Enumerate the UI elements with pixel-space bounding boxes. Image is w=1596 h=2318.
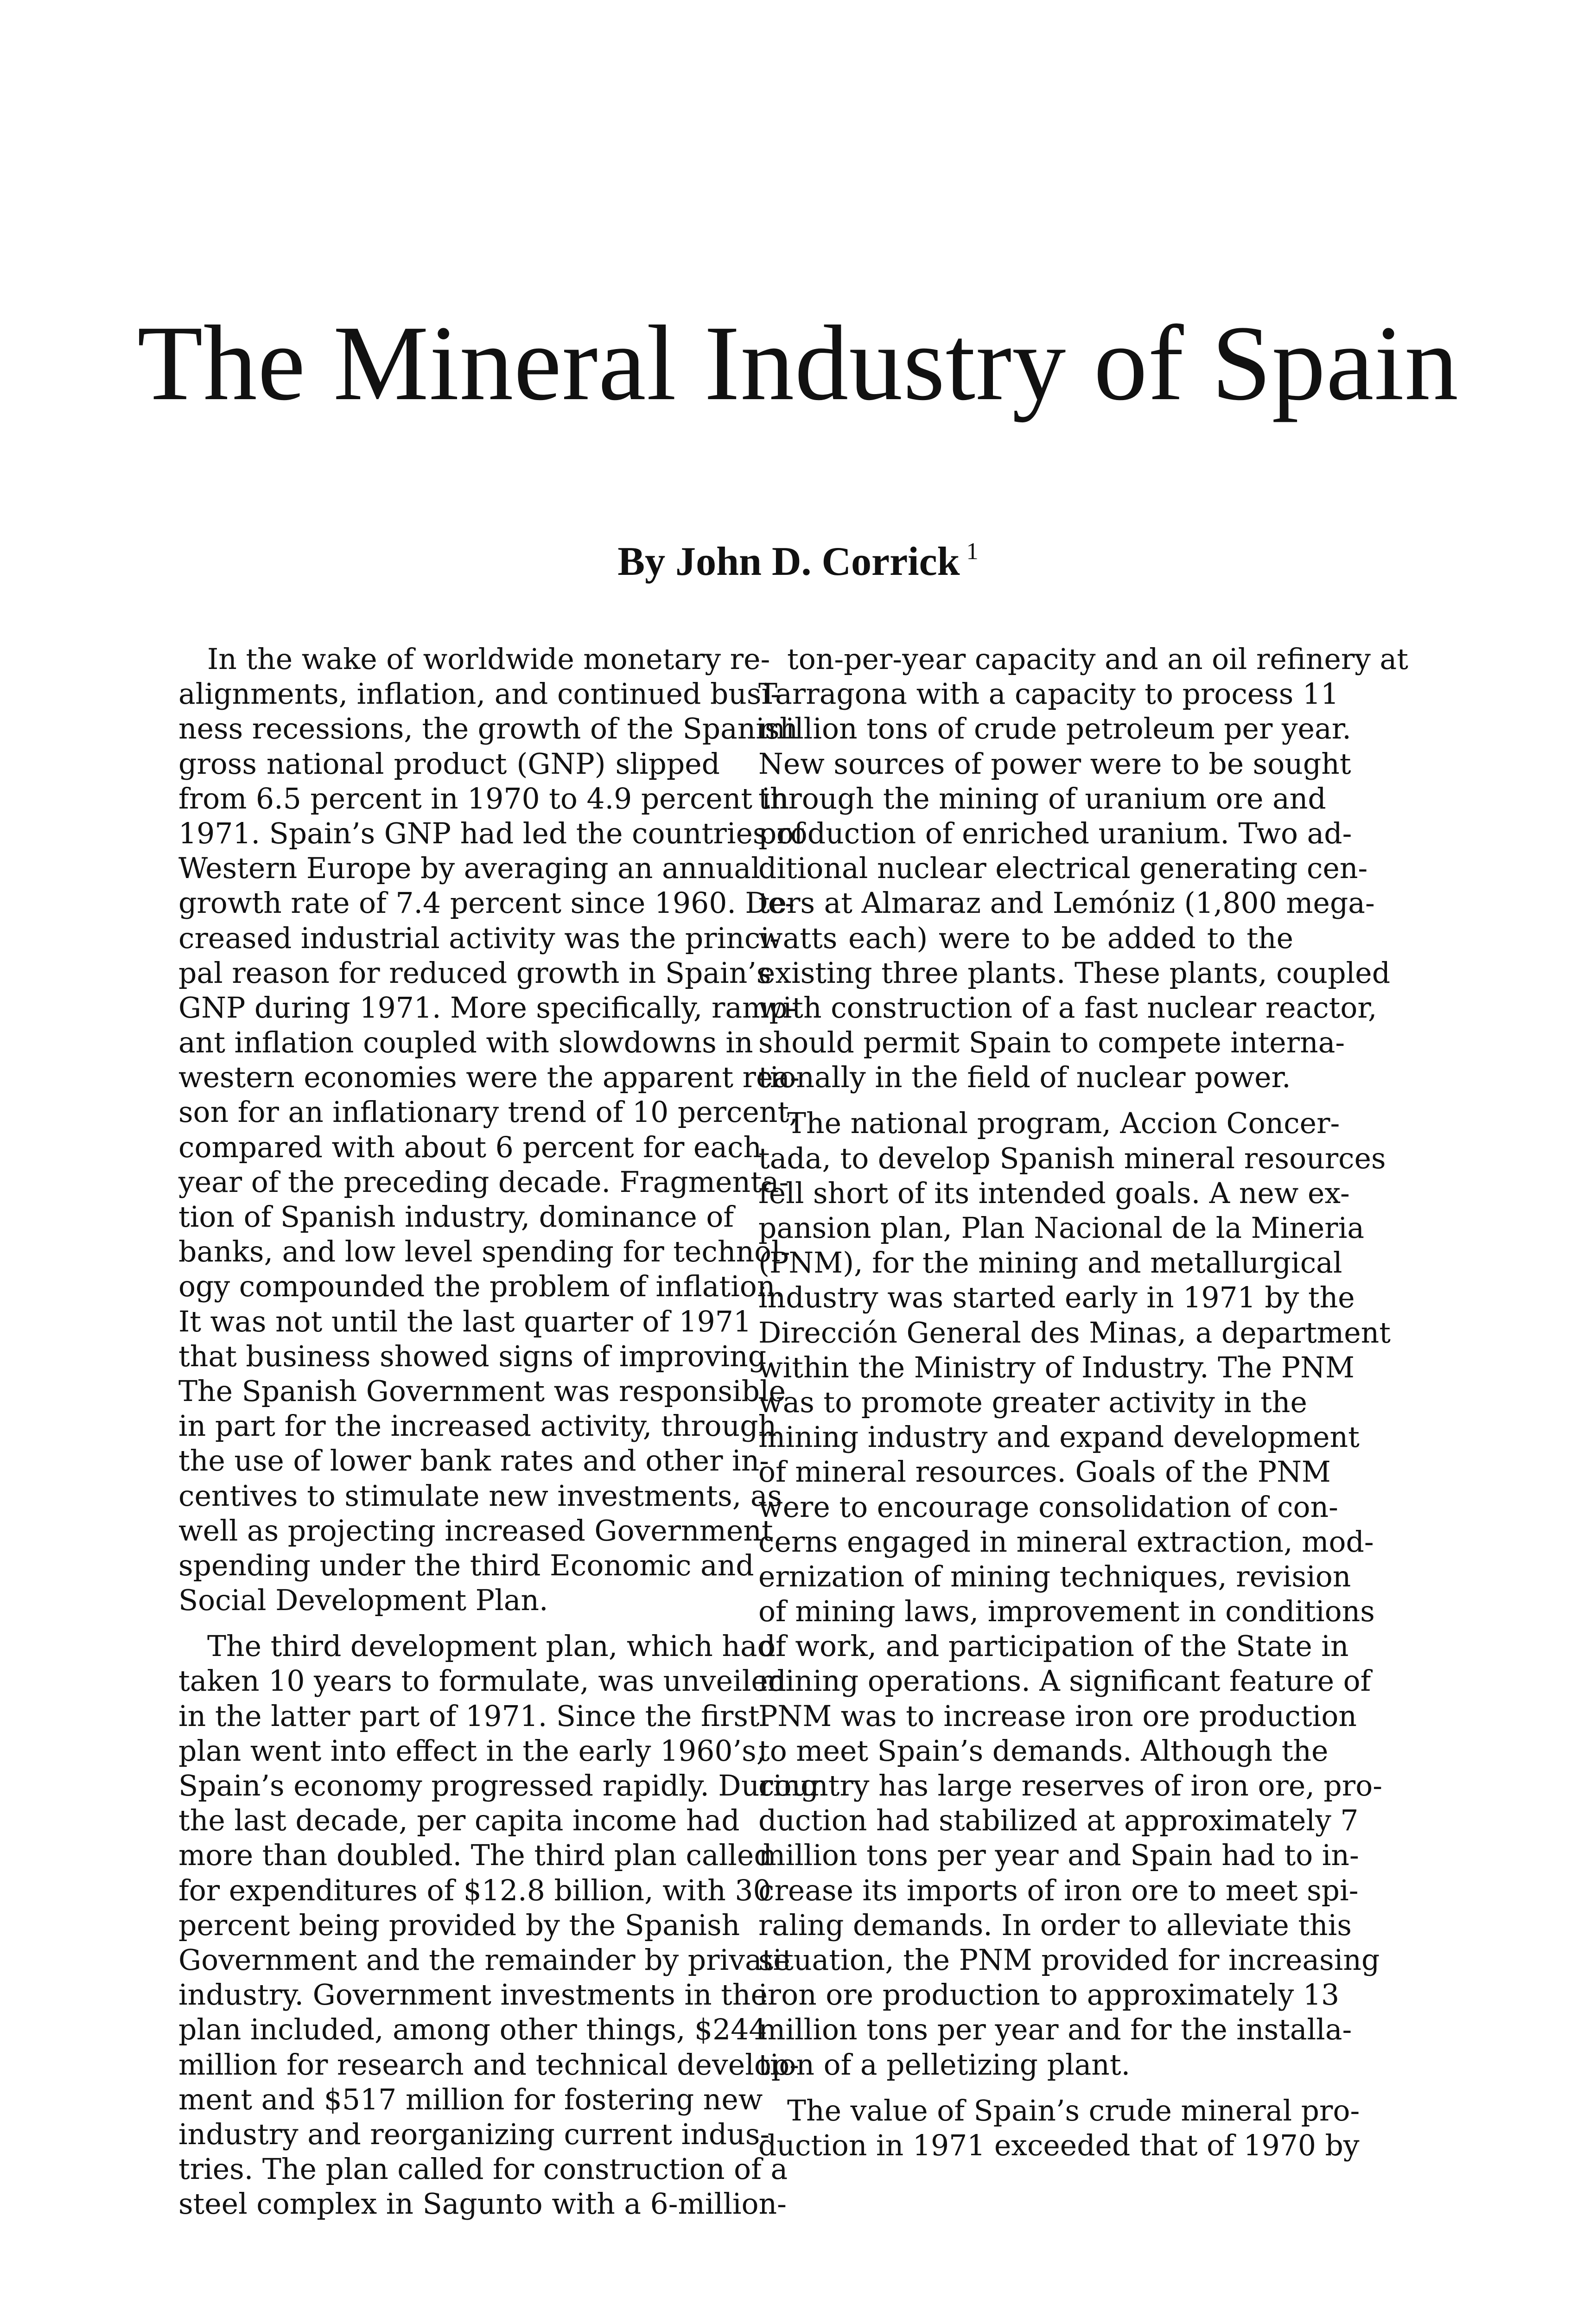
text-line: industry was started early in 1971 by the	[758, 1281, 1355, 1315]
text-line: The third development plan, which had	[207, 1630, 776, 1663]
paragraph	[758, 2094, 1360, 2163]
text-line: mining operations. A significant feature of	[758, 1664, 1371, 1698]
text-line: Dirección General des Minas, a department	[758, 1316, 1391, 1350]
text-line: Western Europe by averaging an annual	[178, 852, 760, 885]
text-line: within the Ministry of Industry. The PNM	[758, 1350, 1354, 1384]
text-line: million tons of crude petroleum per year.	[758, 712, 1351, 746]
text-line: were to encourage consolidation of con-	[758, 1490, 1338, 1524]
text-line: plan went into effect in the early 1960’s,	[178, 1734, 766, 1768]
text-line: It was not until the last quarter of 1971	[178, 1305, 752, 1338]
text-line: The Spanish Government was responsible	[178, 1374, 786, 1408]
text-line: raling demands. In order to alleviate this	[758, 1908, 1352, 1942]
text-line: ters at Almaraz and Lemóniz (1,800 mega-	[758, 886, 1375, 920]
text-line: million tons per year and Spain had to in-	[758, 1839, 1359, 1872]
text-line: The national program, Accion Concer-	[787, 1107, 1340, 1140]
text-line: that business showed signs of improving.	[178, 1339, 776, 1373]
footnote-marker: 1	[966, 538, 979, 565]
text-line: tada, to develop Spanish mineral resources	[758, 1141, 1386, 1175]
text-line: existing three plants. These plants, coupled	[758, 956, 1391, 990]
text-line: tries. The plan called for construction of a	[178, 2152, 788, 2186]
text-line: million tons per year and for the installa-	[758, 2013, 1352, 2047]
paragraph	[178, 642, 804, 1618]
text-line: of work, and participation of the State in	[758, 1630, 1349, 1663]
text-line: pal reason for reduced growth in Spain’s	[178, 956, 771, 990]
text-line: should permit Spain to compete interna-	[758, 1026, 1345, 1060]
text-line: 1971. Spain’s GNP had led the countries of	[178, 816, 804, 850]
text-line: fell short of its intended goals. A new ex-	[758, 1176, 1350, 1210]
author-name: By John D. Corrick	[617, 539, 960, 584]
text-line: the use of lower bank rates and other in-	[178, 1444, 769, 1478]
text-line: The value of Spain’s crude mineral pro-	[787, 2094, 1360, 2127]
text-line: creased industrial activity was the princi-	[178, 921, 779, 955]
text-line: steel complex in Sagunto with a 6-million-	[178, 2187, 787, 2221]
text-line: spending under the third Economic and	[178, 1548, 754, 1582]
byline	[0, 538, 1596, 585]
text-line: for expenditures of $12.8 billion, with 30	[178, 1873, 771, 1907]
text-line: tionally in the field of nuclear power.	[758, 1061, 1291, 1095]
text-line: ernization of mining techniques, revision	[758, 1560, 1351, 1593]
text-line: taken 10 years to formulate, was unveiled	[178, 1664, 787, 1698]
text-line: pansion plan, Plan Nacional de la Mineria	[758, 1211, 1365, 1245]
text-line: year of the preceding decade. Fragmenta-	[178, 1165, 789, 1199]
text-line: was to promote greater activity in the	[758, 1385, 1307, 1419]
left-column	[178, 642, 819, 2222]
text-line: of mineral resources. Goals of the PNM	[758, 1455, 1331, 1489]
text-line: industry and reorganizing current indus-	[178, 2117, 770, 2151]
text-line: million for research and technical develop-	[178, 2048, 800, 2082]
text-line: GNP during 1971. More specifically, ramp-	[178, 991, 797, 1025]
text-line: well as projecting increased Government	[178, 1514, 773, 1547]
text-line: watts each) were to be added to the	[758, 921, 1293, 955]
text-line: banks, and low level spending for technol-	[178, 1235, 790, 1269]
text-line: country has large reserves of iron ore, pro-	[758, 1769, 1383, 1802]
text-line: In the wake of worldwide monetary re-	[207, 643, 770, 676]
text-line: the last decade, per capita income had	[178, 1804, 740, 1838]
text-line: in part for the increased activity, through	[178, 1409, 777, 1443]
text-line: tion of Spanish industry, dominance of	[178, 1200, 734, 1234]
text-line: duction in 1971 exceeded that of 1970 by	[758, 2128, 1360, 2162]
text-line: ogy compounded the problem of inflation.	[178, 1270, 784, 1304]
text-line: son for an inflationary trend of 10 percent,	[178, 1095, 798, 1129]
text-line: New sources of power were to be sought	[758, 747, 1351, 781]
text-line: ant inflation coupled with slowdowns in	[178, 1026, 753, 1060]
text-line: crease its imports of iron ore to meet spi-	[758, 1873, 1359, 1907]
text-line: Government and the remainder by private	[178, 1943, 790, 1977]
text-line: production of enriched uranium. Two ad-	[758, 816, 1352, 850]
text-line: Social Development Plan.	[178, 1584, 548, 1618]
text-line: iron ore production to approximately 13	[758, 1978, 1340, 2012]
text-line: cerns engaged in mineral extraction, mod-	[758, 1525, 1374, 1559]
text-line: to meet Spain’s demands. Although the	[758, 1734, 1329, 1768]
text-line: mining industry and expand development	[758, 1420, 1360, 1454]
right-column	[758, 642, 1408, 2163]
text-line: western economies were the apparent rea-	[178, 1061, 800, 1095]
text-line: duction had stabilized at approximately 7	[758, 1804, 1359, 1838]
text-line: growth rate of 7.4 percent since 1960. De-	[178, 886, 795, 920]
text-line: Tarragona with a capacity to process 11	[758, 677, 1339, 711]
paragraph	[758, 1106, 1391, 2082]
text-line: plan included, among other things, $244	[178, 2013, 767, 2047]
text-line: centives to stimulate new investments, as	[178, 1479, 782, 1513]
text-line: of mining laws, improvement in conditions	[758, 1595, 1375, 1629]
text-line: compared with about 6 percent for each	[178, 1130, 762, 1164]
text-line: in the latter part of 1971. Since the first	[178, 1699, 760, 1733]
text-line: percent being provided by the Spanish	[178, 1908, 740, 1942]
paragraph	[758, 642, 1408, 1095]
text-line: Spain’s economy progressed rapidly. During	[178, 1769, 819, 1802]
text-line: ditional nuclear electrical generating cen-	[758, 852, 1368, 885]
text-line: more than doubled. The third plan called	[178, 1839, 772, 1872]
text-line: situation, the PNM provided for increasing	[758, 1943, 1380, 1977]
text-line: alignments, inflation, and continued busi-	[178, 677, 780, 711]
text-line: ness recessions, the growth of the Spanish	[178, 712, 798, 746]
text-line: PNM was to increase iron ore production	[758, 1699, 1357, 1733]
text-line: with construction of a fast nuclear reactor,	[758, 991, 1377, 1025]
text-line: (PNM), for the mining and metallurgical	[758, 1246, 1342, 1280]
page-title: The Mineral Industry of Spain	[137, 304, 1459, 423]
text-line: tion of a pelletizing plant.	[758, 2048, 1131, 2082]
text-line: industry. Government investments in the	[178, 1978, 768, 2012]
text-line: ment and $517 million for fostering new	[178, 2082, 763, 2116]
paragraph	[178, 1629, 819, 2222]
text-line: gross national product (GNP) slipped	[178, 747, 720, 781]
text-line: ton-per-year capacity and an oil refinery at	[787, 643, 1408, 676]
text-line: from 6.5 percent in 1970 to 4.9 percent in	[178, 782, 789, 815]
text-line: through the mining of uranium ore and	[758, 782, 1326, 815]
